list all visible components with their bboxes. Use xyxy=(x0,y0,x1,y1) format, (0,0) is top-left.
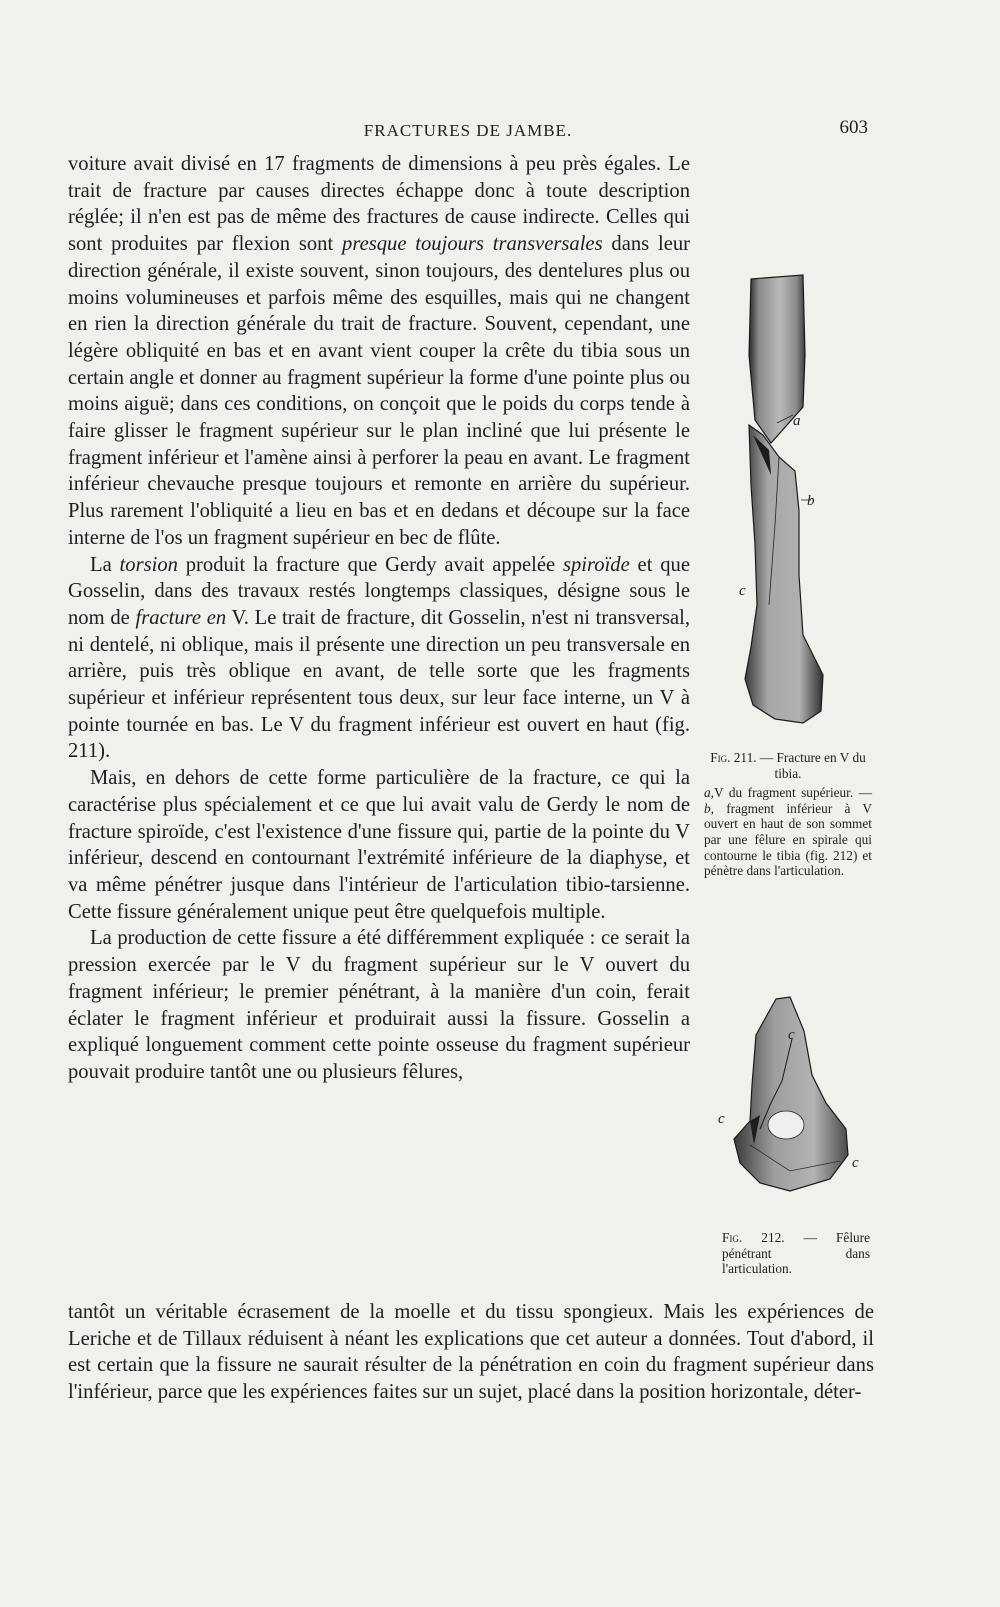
figure-211-caption-body: a,V du fragment supérieur. — b, fragment inférieur à V ouvert en haut de son sommet par une fêlure en spirale qui contourne le tibia (fig. 212) et pénètre dans l'articulation. xyxy=(704,785,872,879)
figure-212-label-c-left: c xyxy=(718,1111,725,1127)
figure-211-label-a: a xyxy=(793,413,801,429)
figure-211-illustration xyxy=(739,275,865,745)
body-text-full-width xyxy=(68,1299,874,1406)
figure-211-label-c: c xyxy=(739,583,746,599)
figure-212-illustration xyxy=(718,995,880,1205)
figure-212-label-c-right: c xyxy=(852,1155,859,1171)
page-number: 603 xyxy=(839,117,868,138)
figure-211-caption-head: Fig. 211. — Fracture en V du tibia. xyxy=(710,750,866,781)
figure-212-caption: Fig. 212. — Fêlure pénétrant dans l'articulation. xyxy=(722,1230,871,1277)
figure-211-caption xyxy=(704,750,872,879)
figure-212-label-c-top: c xyxy=(788,1027,795,1043)
figure-211-label-b: b xyxy=(807,493,815,509)
lower-fragment-shape xyxy=(745,425,823,723)
body-text-narrow-column xyxy=(68,151,690,1086)
paragraph-2: La torsion produit la fracture que Gerdy avait appelée spiroïde et que Gosselin, dans des travaux restés longtemps classiques, désigne sous le nom de fracture en V. Le trait de fracture, dit Gosselin, n'est ni transversal, ni dentelé, ni oblique, mais il présente une direction un peu transversale en arrière, puis très oblique en avant, de telle sorte que les fragments supérieur et inférieur représentent tous deux, sur leur face interne, un V à pointe tournée en bas. Le V du fragment inférieur est ouvert en haut (fig. 211). xyxy=(68,553,690,763)
running-title: FRACTURES DE JAMBE. xyxy=(363,121,573,140)
paragraph-4-start: La production de cette fissure a été différemment expliquée : ce serait la pression exercée par le V du fragment supérieur sur le V ouvert du fragment inférieur; le premier pénétrant, à la manière d'un coin, ferait éclater le fragment inférieur et produirait aussi la fissure. Gosselin a expliqué longuement comment cette pointe osseuse du fragment supérieur pouvait produire tantôt une ou plusieurs fêlures, xyxy=(68,927,690,1083)
paragraph-3: Mais, en dehors de cette forme particulière de la fracture, ce qui la caractérise plus spécialement et ce que lui avait valu de Gerdy le nom de fracture spiroïde, c'est l'existence d'une fissure qui, partie de la pointe du V inférieur, descend en contournant l'extrémité inférieure de la diaphyse, et va même pénétrer jusque dans l'intérieur de l'articulation tibio-tarsienne. Cette fissure généralement unique peut être quelquefois multiple. xyxy=(68,767,690,923)
running-head xyxy=(68,117,868,147)
paragraph-1: voiture avait divisé en 17 fragments de dimensions à peu près égales. Le trait de fracture par causes directes échappe donc à toute description réglée; il n'en est pas de même des fractures de cause indirecte. Celles qui sont produites par flexion sont presque toujours transversales dans leur direction générale, il existe souvent, sinon toujours, des dentelures plus ou moins volumineuses et parfois même des esquilles, mais qui ne changent en rien la direction générale du trait de fracture. Souvent, cependant, une légère obliquité en bas et en avant vient couper la crête du tibia sous un certain angle et donner au fragment supérieur la forme d'une pointe plus ou moins aiguë; dans ces conditions, on conçoit que le poids du corps tende à faire glisser le fragment supérieur sur le plan incliné que lui présente le fragment inférieur et l'amène ainsi à perforer la peau en avant. Le fragment inférieur chevauche presque toujours et remonte en arrière du supérieur. Plus rarement l'obliquité a lieu en bas et en dedans et découpe sur la face interne de l'os un fragment supérieur en bec de flûte. xyxy=(68,153,690,549)
paragraph-4-continued: tantôt un véritable écrasement de la moelle et du tissu spongieux. Mais les expériences de Leriche et de Tillaux réduisent à néant les explications que cet auteur a données. Tout d'abord, il est certain que la fissure ne saurait résulter de la pénétration en coin du fragment supérieur dans l'inférieur, parce que les expériences faites sur un sujet, placé dans la position horizontale, déter- xyxy=(68,1301,874,1404)
